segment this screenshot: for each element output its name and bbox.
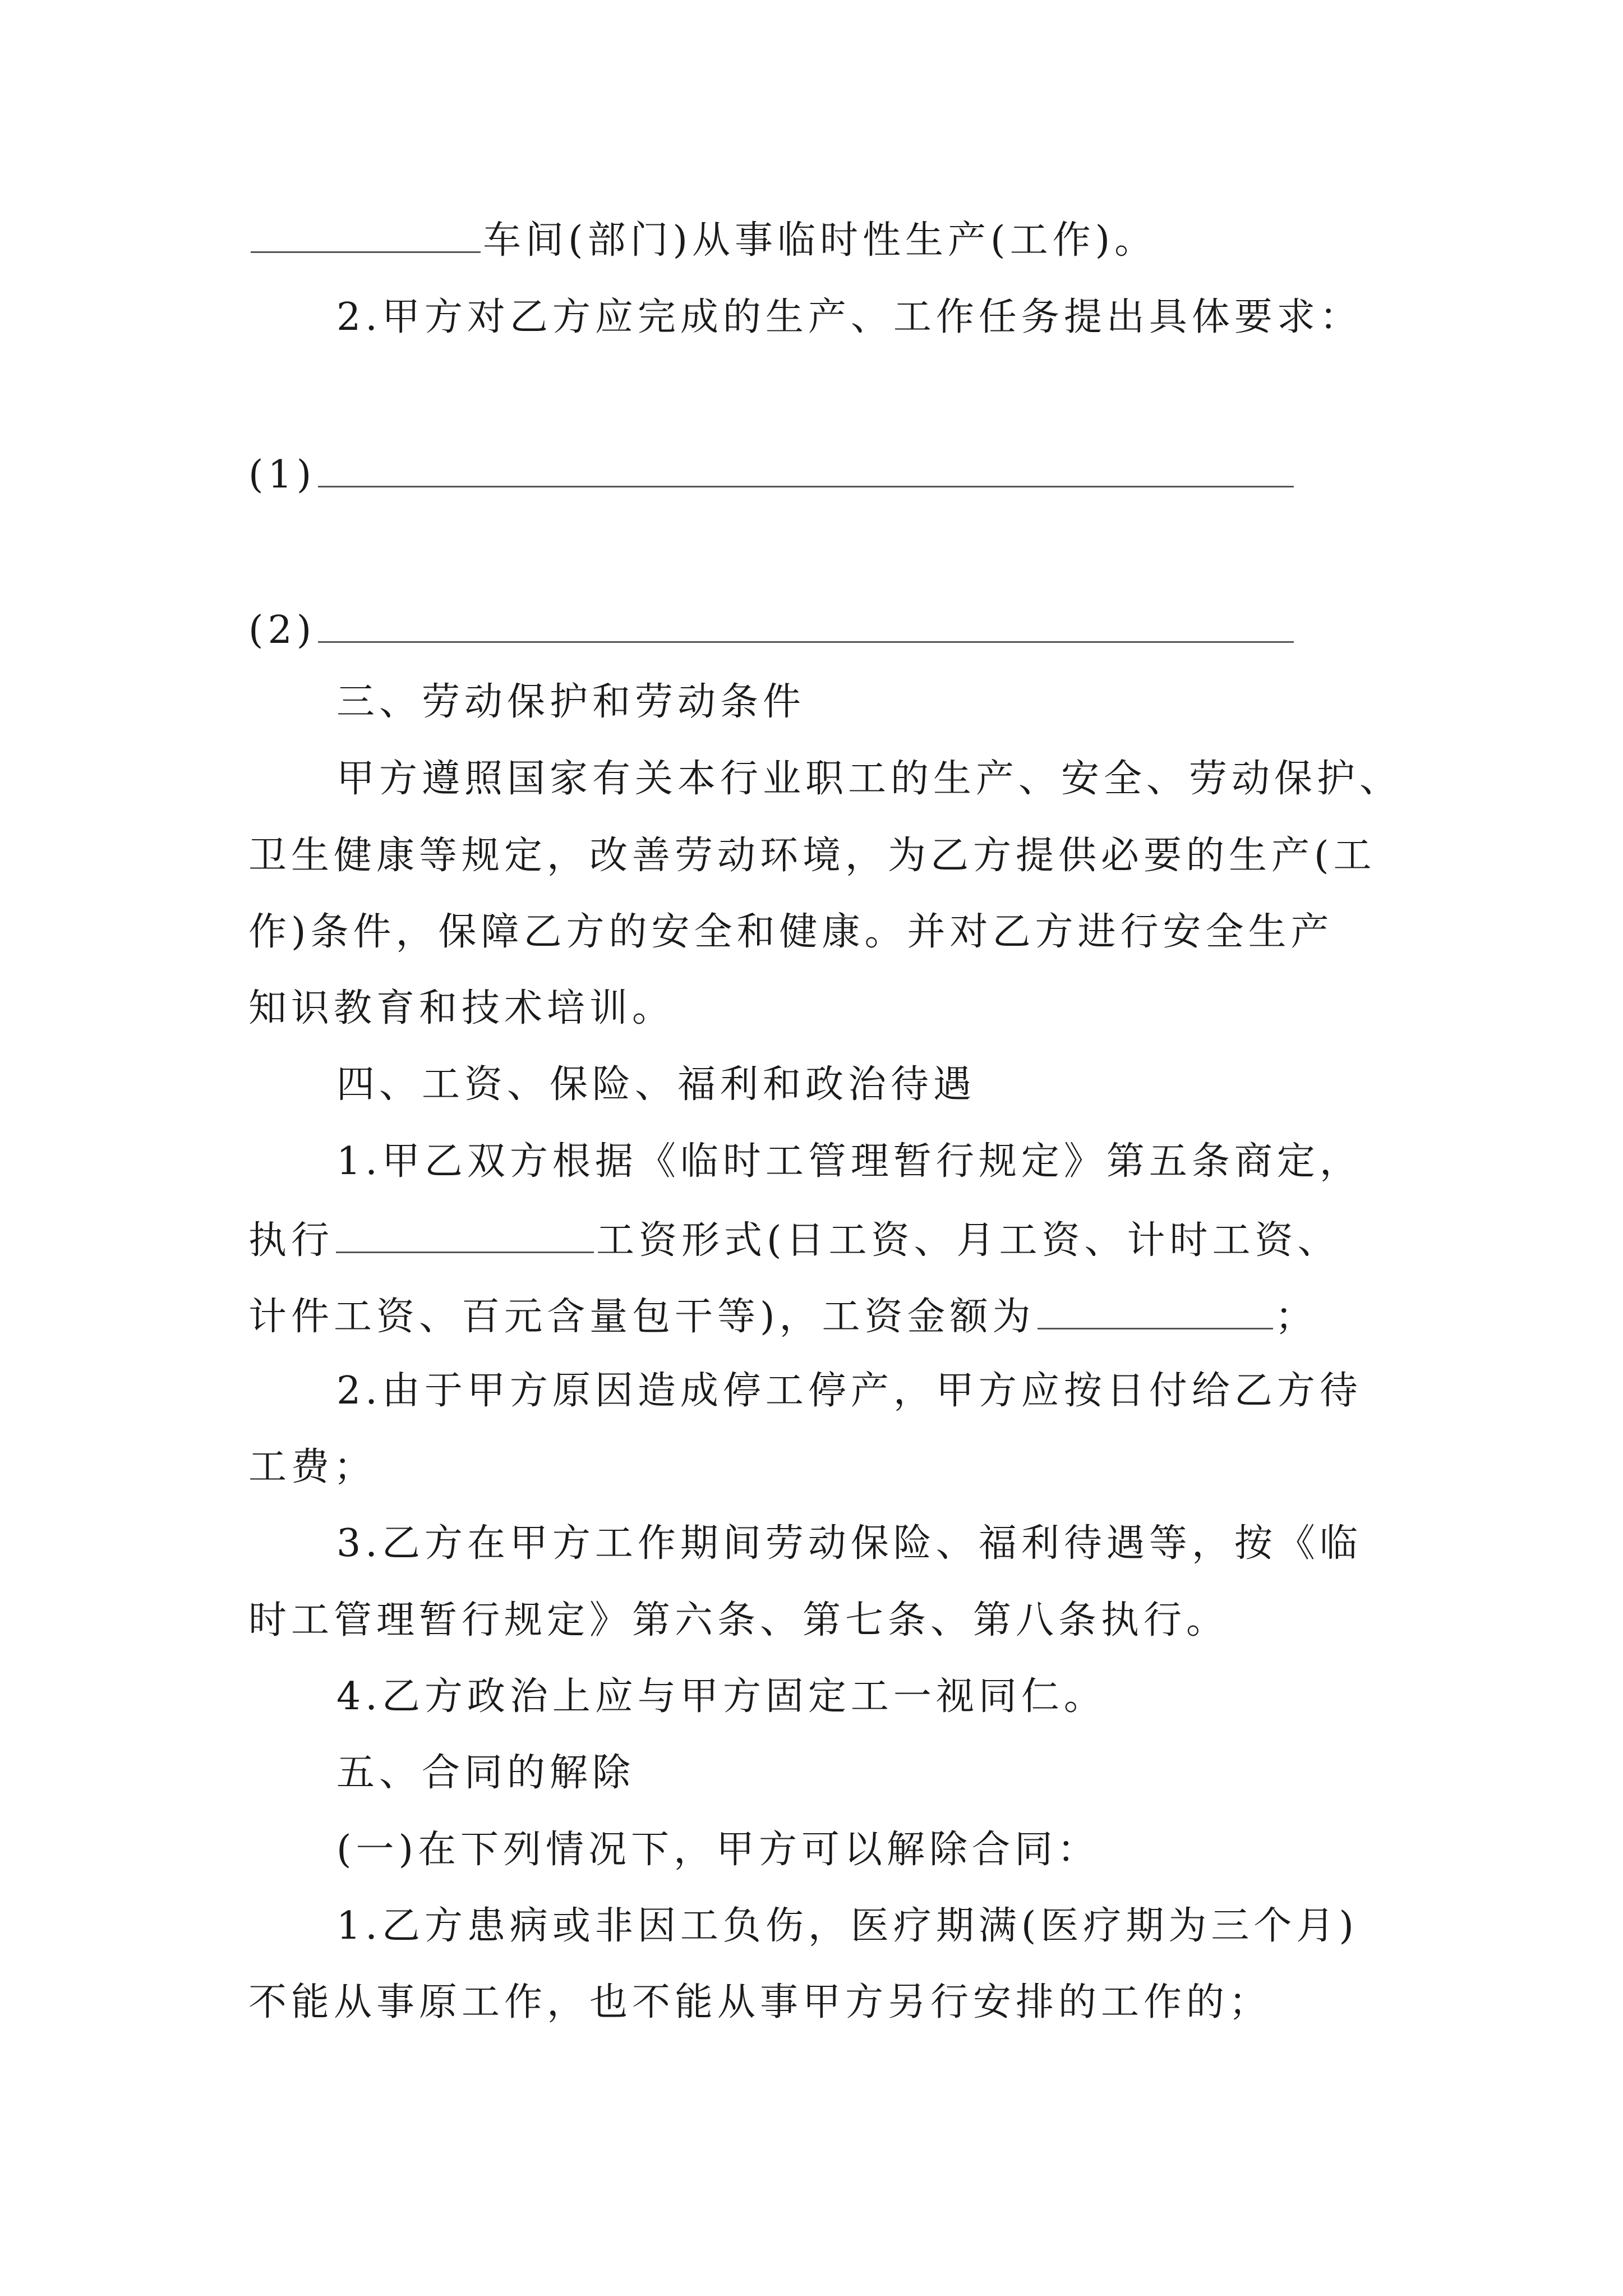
blank-requirement-2[interactable] bbox=[318, 609, 1294, 643]
paragraph-line: 车间(部门)从事临时性生产(工作)。 bbox=[248, 219, 1393, 260]
paragraph-line: 4.乙方政治上应与甲方固定工一视同仁。 bbox=[336, 1674, 1106, 1719]
requirement-line-1: (1) bbox=[248, 453, 1393, 494]
paragraph-line: 1.乙方患病或非因工负伤，医疗期满(医疗期为三个月) bbox=[336, 1904, 1358, 1948]
paragraph-line: 计件工资、百元含量包干等)，工资金额为 ； bbox=[248, 1295, 1318, 1339]
paragraph-line: 知识教育和技术培训。 bbox=[248, 986, 675, 1030]
paragraph-line: 甲方遵照国家有关本行业职工的生产、安全、劳动保护、 bbox=[336, 757, 1403, 801]
paragraph-line: 时工管理暂行规定》第六条、第七条、第八条执行。 bbox=[248, 1598, 1229, 1642]
paragraph-line: 作)条件，保障乙方的安全和健康。并对乙方进行安全生产 bbox=[248, 910, 1334, 954]
paragraph-line: 卫生健康等规定，改善劳动环境，为乙方提供必要的生产(工 bbox=[248, 834, 1376, 878]
blank-wage-amount[interactable] bbox=[1038, 1295, 1273, 1329]
paragraph-line: 3.乙方在甲方工作期间劳动保险、福利待遇等，按《临 bbox=[336, 1521, 1362, 1566]
section-heading: 四、工资、保险、福利和政治待遇 bbox=[336, 1062, 976, 1107]
paragraph-line: 2.由于甲方原因造成停工停产，甲方应按日付给乙方待 bbox=[336, 1369, 1362, 1413]
blank-wage-form[interactable] bbox=[336, 1219, 594, 1253]
paragraph-line: 1.甲乙双方根据《临时工管理暂行规定》第五条商定， bbox=[336, 1139, 1362, 1184]
blank-workshop-field[interactable] bbox=[251, 219, 481, 253]
section-heading: 三、劳动保护和劳动条件 bbox=[336, 680, 806, 724]
requirement-line-2: (2) bbox=[248, 609, 1393, 650]
paragraph-line: 工费； bbox=[248, 1445, 377, 1489]
section-heading: 五、合同的解除 bbox=[336, 1751, 635, 1795]
paragraph-line: 2.甲方对乙方应完成的生产、工作任务提出具体要求： bbox=[336, 295, 1362, 339]
paragraph-line: 不能从事原工作，也不能从事甲方另行安排的工作的； bbox=[248, 1980, 1272, 2024]
blank-requirement-1[interactable] bbox=[318, 453, 1294, 487]
subsection-heading: (一)在下列情况下，甲方可以解除合同： bbox=[336, 1828, 1100, 1872]
paragraph-line: 执行 工资形式(日工资、月工资、计时工资、 bbox=[248, 1218, 1340, 1263]
